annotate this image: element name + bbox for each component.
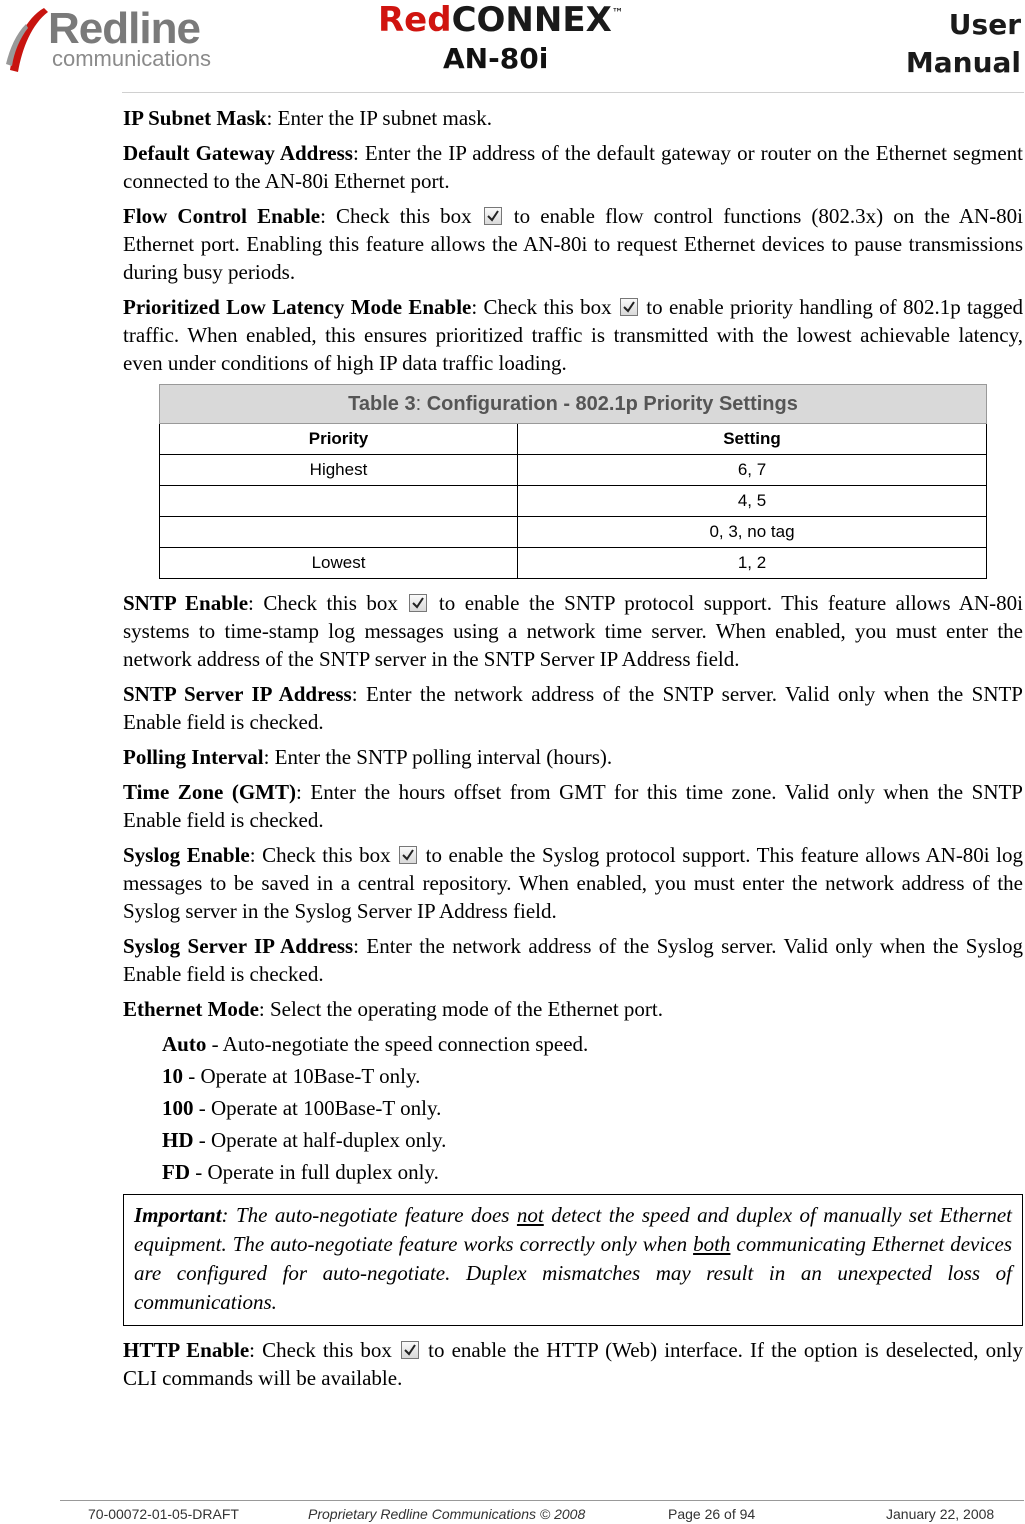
para-syslog-enable — [123, 841, 1023, 925]
table-caption — [160, 385, 987, 424]
description: - Auto-negotiate the speed connection speed. — [206, 1032, 589, 1056]
term: FD — [162, 1160, 190, 1184]
description: : Select the operating mode of the Ethernet port. — [258, 997, 664, 1021]
manual-title-line2: Manual — [905, 46, 1021, 79]
column-header-priority: Priority — [160, 424, 518, 455]
para-ip-subnet-mask — [123, 104, 1023, 132]
term: Flow Control Enable — [123, 204, 321, 228]
manual-title-line1: User — [948, 8, 1021, 41]
description: : Enter the IP address of the default gateway or router on the Ethernet segment connected to the AN-80i Ethernet port. — [123, 141, 1023, 193]
description: : Enter the SNTP polling interval (hours). — [263, 745, 613, 769]
para-polling-interval — [123, 743, 1023, 771]
para-low-latency — [123, 293, 1023, 377]
cell-priority — [160, 486, 518, 517]
note-emphasis: both — [693, 1232, 731, 1256]
brand-connex: CONNEX — [451, 0, 612, 40]
cell-priority: Highest — [160, 455, 518, 486]
footer-divider — [60, 1500, 1024, 1501]
note-text: : The auto-negotiate feature does — [221, 1203, 517, 1227]
table-row — [160, 455, 987, 486]
mode-item-100 — [162, 1094, 1023, 1122]
description-post: to enable the Syslog protocol support. This feature allows AN-80i log messages to be saved in a central repository. When enabled, you must enter the network address of the Syslog server in the Syslog Server IP Address field. — [123, 843, 1023, 923]
footer-doc-id: 70-00072-01-05-DRAFT — [88, 1506, 239, 1522]
cell-setting: 6, 7 — [518, 455, 987, 486]
trademark: ™ — [611, 6, 624, 20]
logo-subtitle: communications — [52, 46, 211, 71]
description: : Enter the hours offset from GMT for this time zone. Valid only when the SNTP Enable field is checked. — [123, 780, 1023, 832]
term: Syslog Server IP Address — [123, 934, 354, 958]
checkbox-checked-icon — [401, 1341, 419, 1359]
description-post: to enable priority handling of 802.1p tagged traffic. When enabled, this ensures prioritized traffic is transmitted with the lowest achievable latency, even under conditions of high IP data traffic loading. — [123, 295, 1024, 375]
para-http-enable — [123, 1336, 1023, 1392]
important-note — [123, 1194, 1023, 1326]
mode-item-10 — [162, 1062, 1023, 1090]
table-row — [160, 548, 987, 579]
para-sntp-server — [123, 680, 1023, 736]
header-divider — [122, 92, 1024, 93]
para-time-zone — [123, 778, 1023, 834]
cell-priority: Lowest — [160, 548, 518, 579]
priority-table — [159, 384, 987, 579]
term: HTTP Enable — [123, 1338, 250, 1362]
product-model: AN-80i — [443, 42, 549, 75]
caption-title: Configuration - 802.1p Priority Settings — [426, 393, 798, 415]
term: HD — [162, 1128, 194, 1152]
para-default-gateway — [123, 139, 1023, 195]
term: IP Subnet Mask — [123, 106, 267, 130]
description-pre: : Check this box — [249, 1338, 392, 1362]
brand-red: Red — [378, 0, 452, 40]
column-header-setting: Setting — [518, 424, 987, 455]
para-ethernet-mode — [123, 995, 1023, 1023]
mode-item-fd — [162, 1158, 1023, 1186]
logo-wordmark: Redline — [48, 4, 200, 53]
term: Ethernet Mode — [123, 997, 259, 1021]
description-pre: : Check this box — [320, 204, 472, 228]
note-text: detect the speed and duplex of manually set Ethernet equipment. The auto-negotiate feature works correctly only when — [134, 1203, 1012, 1256]
term: Auto — [162, 1032, 207, 1056]
description-post: to enable the SNTP protocol support. This feature allows AN-80i systems to time-stamp log messages using a network time server. When enabled, you must enter the network address of the SNTP server in the SNTP Server IP Address field. — [123, 591, 1024, 671]
note-emphasis: not — [516, 1203, 544, 1227]
page-body — [123, 104, 1023, 1399]
table-row — [160, 517, 987, 548]
caption-prefix: Table 3 — [348, 393, 416, 415]
term: Time Zone (GMT) — [123, 780, 296, 804]
footer-date: January 22, 2008 — [886, 1506, 995, 1522]
checkbox-checked-icon — [399, 846, 417, 864]
caption-sep: : — [415, 393, 427, 415]
term: 100 — [162, 1096, 194, 1120]
mode-item-auto — [162, 1030, 1023, 1058]
product-brand — [378, 0, 624, 40]
table-row — [160, 486, 987, 517]
description-pre: : Check this box — [248, 591, 398, 615]
term: 10 — [162, 1064, 183, 1088]
term: SNTP Server IP Address — [123, 682, 352, 706]
description: - Operate at 100Base-T only. — [193, 1096, 442, 1120]
footer-proprietary: Proprietary Redline Communications © 2008 — [308, 1506, 586, 1522]
description: - Operate at half-duplex only. — [193, 1128, 447, 1152]
description-post: to enable flow control functions (802.3x) on the AN-80i Ethernet port. Enabling this feature allows the AN-80i to request Ethernet devices to pause transmissions during busy periods. — [123, 204, 1024, 284]
mode-item-hd — [162, 1126, 1023, 1154]
checkbox-checked-icon — [484, 207, 502, 225]
description: - Operate at 10Base-T only. — [183, 1064, 421, 1088]
term: Prioritized Low Latency Mode Enable — [123, 295, 472, 319]
term: Syslog Enable — [123, 843, 250, 867]
description-pre: : Check this box — [249, 843, 391, 867]
important-label: Important — [134, 1203, 222, 1227]
para-flow-control — [123, 202, 1023, 286]
manual-title — [906, 6, 1021, 82]
cell-setting: 4, 5 — [518, 486, 987, 517]
term: SNTP Enable — [123, 591, 249, 615]
logo-swoosh-icon — [4, 4, 52, 76]
redline-logo — [4, 4, 209, 74]
checkbox-checked-icon — [620, 298, 638, 316]
description: : Enter the IP subnet mask. — [266, 106, 493, 130]
footer-page-number: Page 26 of 94 — [668, 1506, 756, 1522]
description: : Enter the network address of the Syslog server. Valid only when the Syslog Enable field is checked. — [123, 934, 1023, 986]
cell-setting: 0, 3, no tag — [518, 517, 987, 548]
term: Polling Interval — [123, 745, 264, 769]
priority-table-wrapper — [159, 384, 987, 579]
note-text: communicating Ethernet devices are configured for auto-negotiate. Duplex mismatches may result in an unexpected loss of communications. — [134, 1232, 1012, 1314]
term: Default Gateway Address — [123, 141, 353, 165]
cell-setting: 1, 2 — [518, 548, 987, 579]
checkbox-checked-icon — [409, 594, 427, 612]
description: : Enter the network address of the SNTP server. Valid only when the SNTP Enable field is checked. — [123, 682, 1023, 734]
para-syslog-server — [123, 932, 1023, 988]
page-header — [0, 0, 1025, 95]
para-sntp-enable — [123, 589, 1023, 673]
description: - Operate in full duplex only. — [190, 1160, 439, 1184]
description-post: to enable the HTTP (Web) interface. If the option is deselected, only CLI commands will be available. — [123, 1338, 1023, 1390]
description-pre: : Check this box — [471, 295, 612, 319]
cell-priority — [160, 517, 518, 548]
